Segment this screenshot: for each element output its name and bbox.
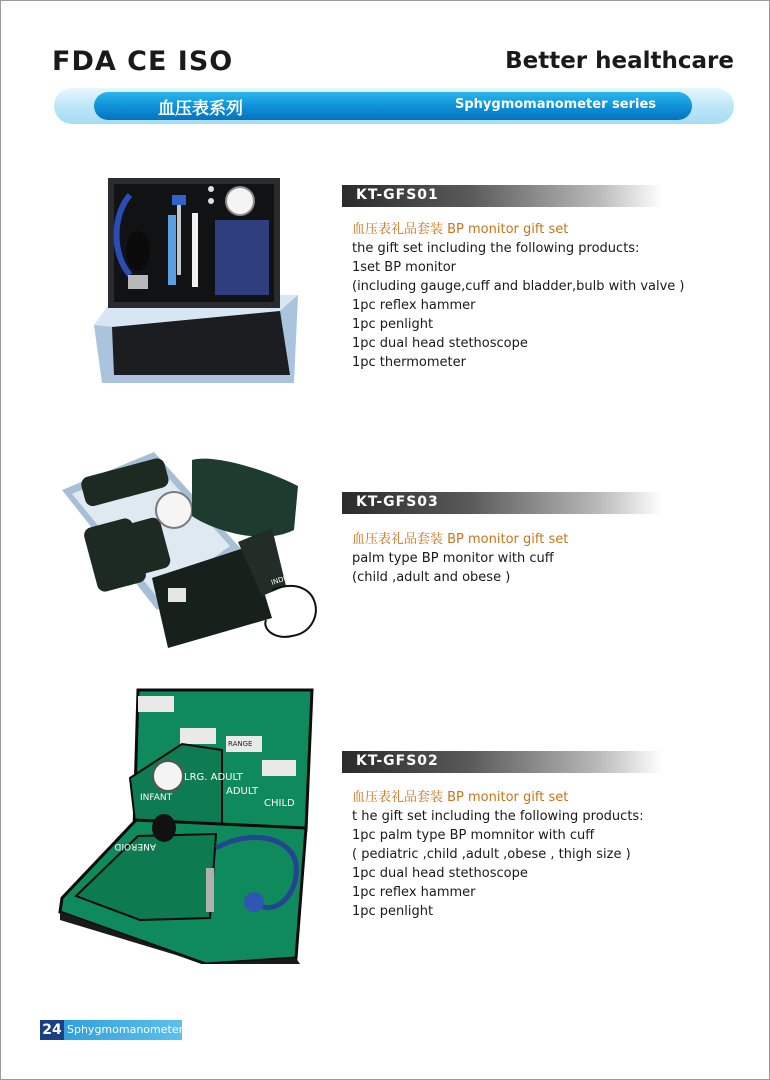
brand-slogan: Better healthcare [505, 48, 734, 74]
cuff-label-range: RANGE [228, 740, 253, 748]
desc-line: ( pediatric ,child ,adult ,obese , thigh size ) [352, 847, 631, 862]
desc-line: 1pc palm type BP momnitor with cuff [352, 828, 595, 843]
desc-line: 1pc thermometer [352, 355, 466, 370]
product-desc-gfs01 [352, 220, 685, 372]
desc-line: 1pc dual head stethoscope [352, 866, 528, 881]
desc-line: (child ,adult and obese ) [352, 570, 511, 585]
desc-line: t he gift set including the following products: [352, 809, 644, 824]
banner-title-en: Sphygmomanometer series [455, 97, 656, 112]
product-code-gfs01: KT-GFS01 [356, 187, 439, 203]
cuff-label-index: INDEX [270, 572, 294, 587]
product-code-gfs02: KT-GFS02 [356, 753, 439, 769]
product-title: 血压表礼品套装 BP monitor gift set [352, 790, 569, 805]
product-photo-gfs03 [62, 450, 327, 650]
cuff-label-infant: INFANT [140, 793, 173, 803]
desc-line: 1pc reflex hammer [352, 298, 476, 313]
page-number: 24 [40, 1020, 64, 1040]
product-title: 血压表礼品套装 BP monitor gift set [352, 532, 569, 547]
desc-line: palm type BP monitor with cuff [352, 551, 554, 566]
case-label-aneroid: ANEROID [114, 841, 156, 851]
desc-line: (including gauge,cuff and bladder,bulb with valve ) [352, 279, 685, 294]
product-title: 血压表礼品套装 BP monitor gift set [352, 222, 569, 237]
cuff-label-lrg-adult: LRG. ADULT [184, 772, 243, 783]
desc-line: 1set BP monitor [352, 260, 457, 275]
certification-marks: FDA CE ISO [52, 46, 234, 77]
product-desc-gfs03 [352, 530, 568, 587]
product-desc-gfs02 [352, 788, 644, 921]
desc-line: 1pc reflex hammer [352, 885, 476, 900]
cuff-label-child: CHILD [264, 798, 295, 809]
product-code-gfs03: KT-GFS03 [356, 494, 439, 510]
product-photo-gfs02 [56, 688, 316, 964]
footer-section-label: Sphygmomanometer [64, 1020, 182, 1040]
desc-line: 1pc penlight [352, 904, 434, 919]
desc-line: the gift set including the following products: [352, 241, 640, 256]
banner-title-cn: 血压表系列 [158, 99, 243, 119]
product-photo-gfs01 [90, 175, 302, 387]
desc-line: 1pc dual head stethoscope [352, 336, 528, 351]
cuff-label-adult: ADULT [226, 786, 259, 797]
desc-line: 1pc penlight [352, 317, 434, 332]
